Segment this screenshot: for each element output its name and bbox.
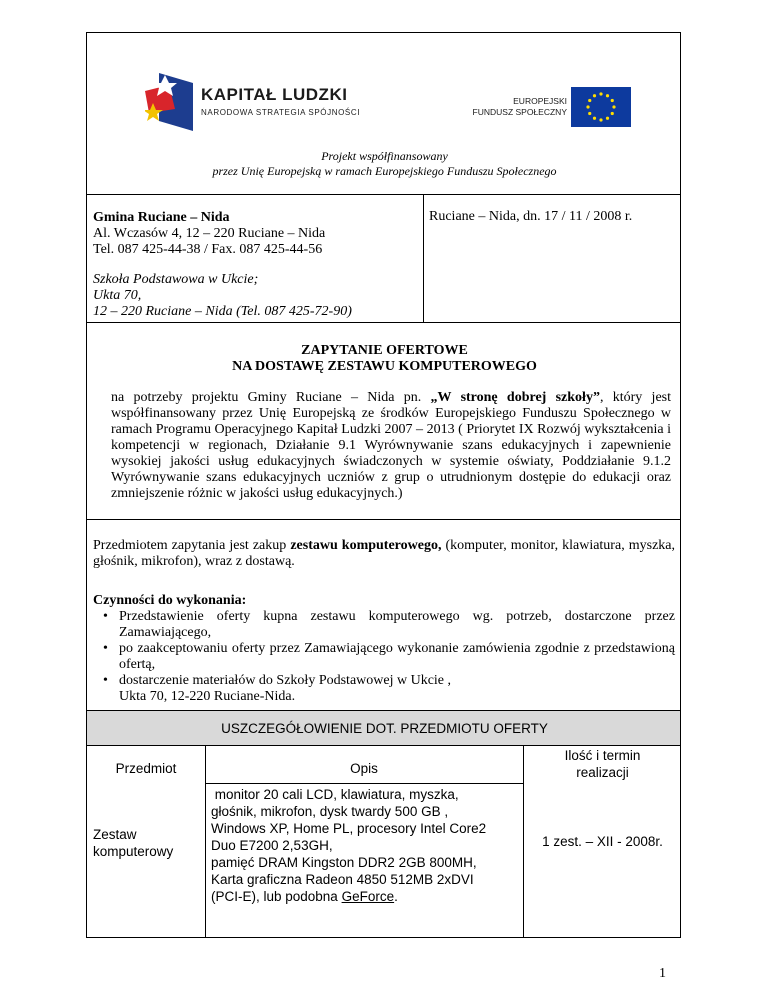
- cofinance-line-2: przez Unię Europejską w ramach Europejskiego Funduszu Społecznego: [212, 164, 557, 178]
- eu-star-icon: [593, 117, 596, 120]
- tasks-section: [93, 593, 675, 705]
- desc-line: Windows XP, Home PL, procesory Intel Core2: [211, 821, 487, 836]
- item-line-1: Zestaw: [93, 827, 137, 842]
- subject-text-end: (komputer, monitor, klawiatura, myszka, głośnik, mikrofon), wraz z dostawą.: [93, 538, 675, 569]
- subject-item: zestawu komputerowego,: [290, 538, 442, 553]
- school-address: Ukta 70,: [93, 288, 142, 303]
- title-line-2: NA DOSTAWĘ ZESTAWU KOMPUTEROWEGO: [232, 359, 537, 374]
- geforce-link-text: GeForce: [341, 889, 395, 904]
- tasks-list: [93, 609, 675, 705]
- tasks-heading: Czynności do wykonania:: [93, 593, 247, 608]
- vertical-divider: [423, 194, 424, 322]
- subject-paragraph: [93, 538, 675, 570]
- desc-line: głośnik, mikrofon, dysk twardy 500 GB ,: [211, 804, 449, 819]
- header-qty-line-1: Ilość i termin: [564, 748, 641, 763]
- project-name: „W stronę dobrej szkoły”: [430, 390, 600, 405]
- header-qty-line-2: realizacji: [576, 765, 629, 780]
- eu-star-icon: [599, 92, 602, 95]
- desc-line: [211, 888, 521, 905]
- table-header-item: Przedmiot: [115, 761, 177, 776]
- desc-line: Karta graficzna Radeon 4850 512MB 2xDVI: [211, 872, 474, 887]
- desc-line: Duo E7200 2,53GH,: [211, 838, 333, 853]
- list-item-text: • dostarczenie materiałów do Szkoły Podstawowej w Ukcie ,: [119, 673, 452, 688]
- eu-star-icon: [588, 99, 591, 102]
- intro-text-end: , który jest współfinansowany przez Unię Europejską ze środków Europejskiego Funduszu Społecznego w ramach Programu Operacyjnego Kapitał Ludzki 2007 – 2013 ( Priorytet IX Rozwój wykształcenia i kompetencji w regionach, Działanie 9.1 Wyrównywanie szans edukacyjnych i zapewnienie wysokiej jakości usług edukacyjnych świadczonych w systemie oświaty, Poddziałanie 9.1.2 Wyrównywanie szans edukacyjnych uczniów z grup o utrudnionym dostępie do edukacji oraz zmniejszenie różnic w jakości usług edukacyjnych.): [111, 390, 671, 501]
- date-line: Ruciane – Nida, dn. 17 / 11 / 2008 r.: [429, 209, 633, 224]
- cofinance-note: [87, 149, 682, 179]
- logo-header: [127, 43, 642, 143]
- eu-star-icon: [611, 112, 614, 115]
- eu-star-icon: [593, 94, 596, 97]
- school-city-phone: 12 – 220 Ruciane – Nida (Tel. 087 425-72-90): [93, 304, 352, 319]
- page-number: 1: [659, 966, 666, 981]
- table-row-item: [93, 826, 173, 860]
- sender-address: Al. Wczasów 4, 12 – 220 Ruciane – Nida: [93, 226, 326, 241]
- divider: [87, 194, 680, 195]
- eu-flag-icon: [571, 87, 631, 127]
- desc-line: pamięć DRAM Kingston DDR2 2GB 800MH,: [211, 855, 477, 870]
- eu-star-icon: [588, 112, 591, 115]
- item-line-2: komputerowy: [93, 844, 174, 859]
- list-item-continuation: Ukta 70, 12-220 Ruciane-Nida.: [119, 689, 296, 704]
- details-band-title: USZCZEGÓŁOWIENIE DOT. PRZEDMIOTU OFERTY: [221, 721, 548, 736]
- kapital-ludzki-logo-icon: [145, 73, 193, 131]
- table-row-description: [211, 786, 521, 905]
- divider: [87, 519, 680, 520]
- table-row-quantity: 1 zest. – XII - 2008r.: [542, 834, 663, 849]
- subject-text-start: Przedmiotem zapytania jest zakup: [93, 538, 291, 553]
- desc-line-text: (PCI-E), lub podobna: [211, 889, 342, 904]
- document-frame: [86, 32, 681, 938]
- eu-star-icon: [599, 118, 602, 121]
- eu-star-icon: [606, 117, 609, 120]
- sender-phone: Tel. 087 425-44-38 / Fax. 087 425-44-56: [93, 242, 323, 257]
- sender-block: [93, 210, 418, 320]
- list-item: • Przedstawienie oferty kupna zestawu komputerowego wg. potrzeb, dostarczone przez Zamawiającego,: [93, 609, 675, 641]
- list-item: [93, 673, 675, 705]
- desc-line: monitor 20 cali LCD, klawiatura, myszka,: [211, 787, 459, 802]
- sender-name: Gmina Ruciane – Nida: [93, 210, 230, 225]
- desc-line-end: .: [394, 889, 398, 904]
- intro-text-start: na potrzeby projektu Gminy Ruciane – Nida pn.: [111, 390, 431, 405]
- intro-paragraph: [111, 390, 671, 502]
- table-header-quantity: [523, 747, 682, 781]
- divider: [87, 745, 680, 746]
- efs-label: [447, 96, 567, 118]
- eu-star-icon: [606, 94, 609, 97]
- table-header-description: Opis: [350, 761, 378, 776]
- eu-star-icon: [612, 105, 615, 108]
- kapital-ludzki-subtitle: NARODOWA STRATEGIA SPÓJNOŚCI: [201, 108, 361, 117]
- efs-line-2: FUNDUSZ SPOŁECZNY: [472, 107, 567, 117]
- efs-line-1: EUROPEJSKI: [513, 96, 567, 106]
- table-header-rule: [205, 783, 523, 784]
- cofinance-line-1: Projekt współfinansowany: [321, 149, 448, 163]
- title-line-1: ZAPYTANIE OFERTOWE: [301, 343, 468, 358]
- school-name: Szkoła Podstawowa w Ukcie;: [93, 272, 259, 287]
- eu-star-icon: [586, 105, 589, 108]
- eu-star-icon: [611, 99, 614, 102]
- kapital-ludzki-title: KAPITAŁ LUDZKI: [201, 85, 348, 104]
- list-item: • po zaakceptowaniu oferty przez Zamawiającego wykonanie zamówienia zgodnie z przedstawioną ofertą,: [93, 641, 675, 673]
- document-title: [87, 343, 682, 375]
- divider: [87, 322, 680, 323]
